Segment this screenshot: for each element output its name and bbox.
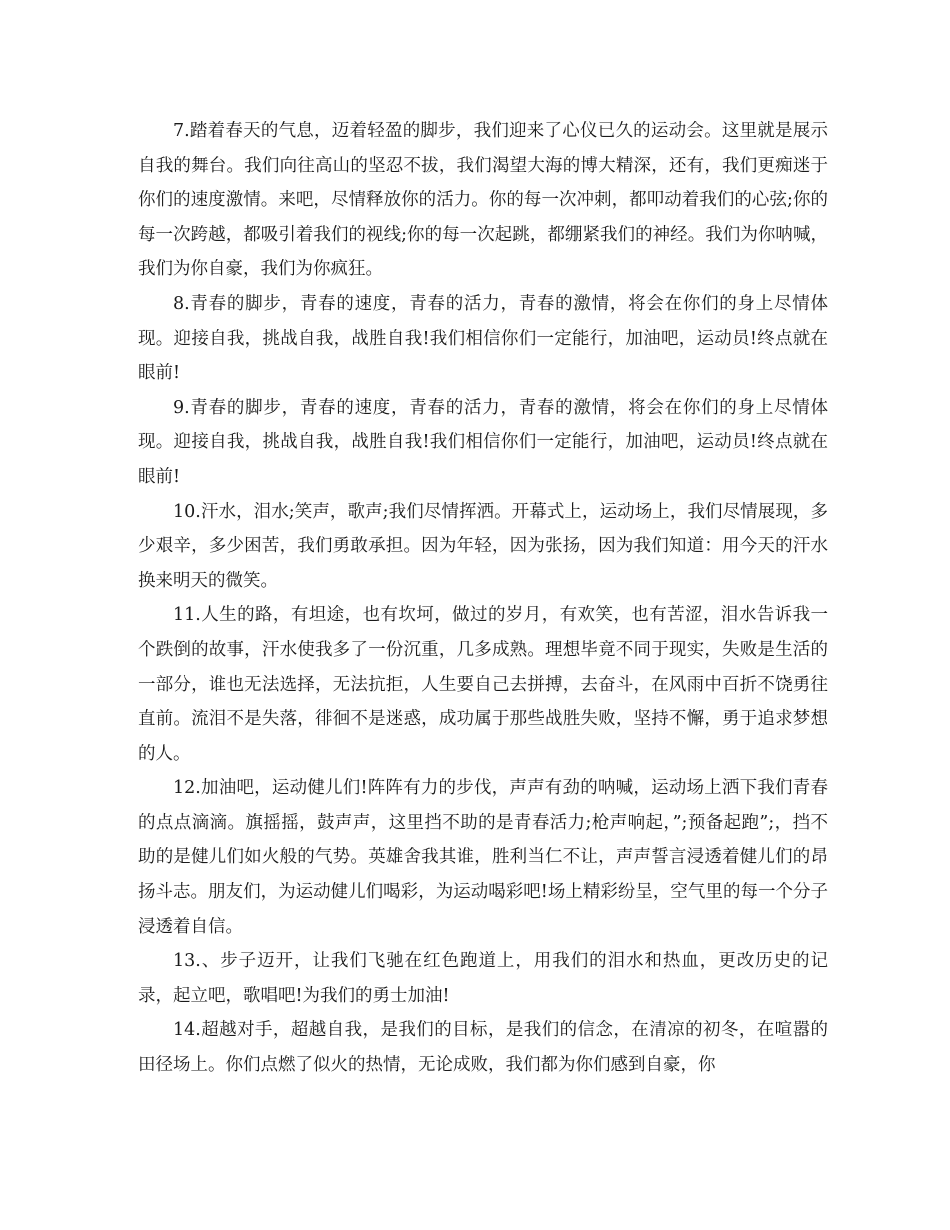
paragraph-8: 8.青春的脚步，青春的速度，青春的活力，青春的激情，将会在你们的身上尽情体现。迎接自我，挑战自我，战胜自我!我们相信你们一定能行，加油吧，运动员!终点就在眼前! [138,293,828,384]
paragraph-7: 7.踏着春天的气息，迈着轻盈的脚步，我们迎来了心仪已久的运动会。这里就是展示自我的舞台。我们向往高山的坚忍不拔，我们渴望大海的博大精深，还有，我们更痴迷于你们的速度激情。来吧，尽情释放你的活力。你的每一次冲刺，都叩动着我们的心弦;你的每一次跨越，都吸引着我们的视线;你的每一次起跳，都绷紧我们的神经。我们为你呐喊，我们为你自豪，我们为你疯狂。 [138,121,828,280]
paragraph-9: 9.青春的脚步，青春的速度，青春的活力，青春的激情，将会在你们的身上尽情体现。迎接自我，挑战自我，战胜自我!我们相信你们一定能行，加油吧，运动员!终点就在眼前! [138,397,828,487]
document-body [138,114,828,1083]
paragraph-11: 11.人生的路，有坦途，也有坎坷，做过的岁月，有欢笑，也有苦涩，泪水告诉我一个跌倒的故事，汗水使我多了一份沉重，几多成熟。理想毕竟不同于现实，失败是生活的一部分，谁也无法选择，无法抗拒，人生要自己去拼搏，去奋斗，在风雨中百折不饶勇往直前。流泪不是失落，徘徊不是迷惑，成功属于那些战胜失败，坚持不懈，勇于追求梦想的人。 [138,605,828,764]
paragraph-10: 10.汗水，泪水;笑声，歌声;我们尽情挥洒。开幕式上，运动场上，我们尽情展现，多少艰辛，多少困苦，我们勇敢承担。因为年轻，因为张扬，因为我们知道：用今天的汗水换来明天的微笑。 [138,501,828,591]
paragraph-14: 14.超越对手，超越自我，是我们的目标，是我们的信念，在清凉的初冬，在喧嚣的田径场上。你们点燃了似火的热情，无论成败，我们都为你们感到自豪，你 [138,1020,828,1076]
paragraph-13: 13.、步子迈开，让我们飞驰在红色跑道上，用我们的泪水和热血，更改历史的记录，起立吧，歌唱吧!为我们的勇士加油! [138,951,828,1006]
paragraph-12: 12.加油吧，运动健儿们!阵阵有力的步伐，声声有劲的呐喊，运动场上洒下我们青春的点点滴滴。旗摇摇，鼓声声，这里挡不助的是青春活力;枪声响起，”;预备起跑”;，挡不助的是健儿们如火般的气势。英雄舍我其谁，胜利当仁不让，声声誓言浸透着健儿们的昂扬斗志。朋友们，为运动健儿们喝彩，为运动喝彩吧!场上精彩纷呈，空气里的每一个分子浸透着自信。 [138,778,828,937]
